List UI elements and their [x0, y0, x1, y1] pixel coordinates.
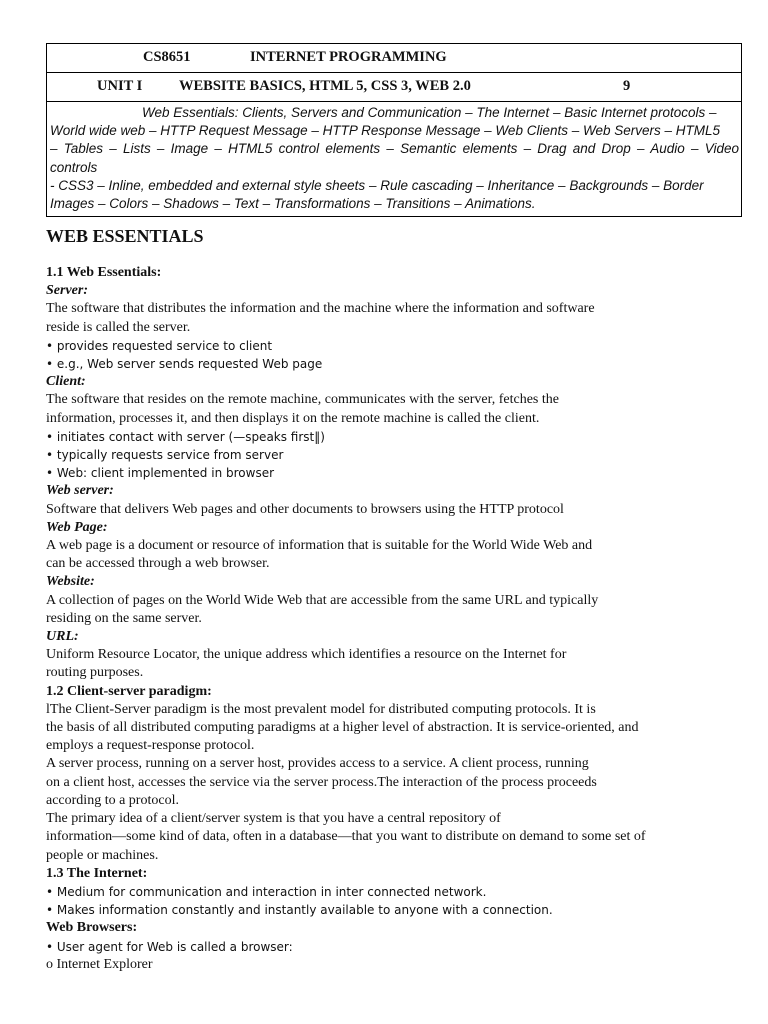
section-heading: 1.2 Client-server paradigm:: [46, 683, 212, 699]
paragraph-line: o Internet Explorer: [46, 956, 153, 972]
paragraph-line: The software that distributes the information and the machine where the information and software: [46, 301, 595, 317]
paragraph-line: information, processes it, and then displays it on the remote machine is called the client.: [46, 410, 540, 426]
syllabus-header-table: [46, 43, 742, 217]
unit-hours: 9: [623, 78, 631, 94]
bullet-item: • Web: client implemented in browser: [46, 466, 275, 481]
paragraph-line: according to a protocol.: [46, 792, 179, 808]
term-label: URL:: [46, 629, 79, 645]
paragraph-line: A web page is a document or resource of information that is suitable for the World Wide Web and: [46, 538, 593, 554]
paragraph-line: Software that delivers Web pages and other documents to browsers using the HTTP protocol: [46, 501, 564, 517]
unit-title: WEBSITE BASICS, HTML 5, CSS 3, WEB 2.0: [179, 78, 471, 94]
section-heading: 1.1 Web Essentials:: [46, 265, 162, 280]
document-body: [46, 264, 736, 974]
bullet-item: • provides requested service to client: [46, 338, 273, 353]
paragraph-line: routing purposes.: [46, 665, 144, 681]
paragraph-line: on a client host, accesses the service via the server process.The interaction of the process proceeds: [46, 774, 597, 790]
paragraph-line: residing on the same server.: [46, 610, 202, 626]
term-label: Client:: [46, 374, 86, 390]
paragraph-line: people or machines.: [46, 847, 159, 863]
paragraph-line: Uniform Resource Locator, the unique address which identifies a resource on the Internet for: [46, 647, 567, 663]
paragraph-line: The primary idea of a client/server system is that you have a central repository of: [46, 811, 501, 827]
bullet-item: • initiates contact with server (—speaks first‖): [46, 429, 325, 444]
paragraph-line: can be accessed through a web browser.: [46, 556, 270, 572]
bullet-item: • Medium for communication and interaction in inter connected network.: [46, 884, 487, 899]
section-heading: 1.3 The Internet:: [46, 865, 148, 881]
bullet-item: • User agent for Web is called a browser:: [46, 939, 293, 954]
syllabus-line: – Tables – Lists – Image – HTML5 control elements – Semantic elements – Drag and Drop – Audio – Video controls: [50, 141, 739, 175]
term-label: Website:: [46, 574, 95, 590]
paragraph-line: employs a request-response protocol.: [46, 738, 255, 754]
syllabus-line: Web Essentials: Clients, Servers and Communication – The Internet – Basic Internet protocols –: [142, 105, 717, 120]
course-title: INTERNET PROGRAMMING: [250, 49, 447, 65]
course-row: [47, 44, 741, 73]
paragraph-line: the basis of all distributed computing paradigms at a higher level of abstraction. It is service-oriented, and: [46, 720, 639, 736]
section-heading: Web Browsers:: [46, 920, 138, 936]
section-title: WEB ESSENTIALS: [46, 226, 204, 246]
unit-row: [47, 73, 741, 102]
term-label: Web Page:: [46, 519, 108, 535]
term-label: Web server:: [46, 483, 114, 499]
bullet-item: • Makes information constantly and instantly available to anyone with a connection.: [46, 903, 553, 918]
paragraph-line: information—some kind of data, often in a database—that you want to distribute on demand to some set of: [46, 829, 646, 845]
paragraph-line: A collection of pages on the World Wide Web that are accessible from the same URL and typically: [46, 592, 599, 608]
bullet-item: • e.g., Web server sends requested Web page: [46, 357, 323, 372]
paragraph-line: reside is called the server.: [46, 319, 191, 335]
course-code: CS8651: [143, 49, 191, 65]
paragraph-line: The software that resides on the remote machine, communicates with the server, fetches the: [46, 392, 559, 408]
bullet-item: • typically requests service from server: [46, 448, 284, 463]
paragraph-line: lThe Client-Server paradigm is the most prevalent model for distributed computing protocols. It is: [46, 701, 596, 717]
syllabus-line: - CSS3 – Inline, embedded and external style sheets – Rule cascading – Inheritance – Backgrounds – Border: [50, 177, 704, 193]
paragraph-line: A server process, running on a server host, provides access to a service. A client process, running: [46, 756, 589, 772]
term-label: Server:: [46, 283, 88, 299]
syllabus-line: Images – Colors – Shadows – Text – Transformations – Transitions – Animations.: [50, 196, 536, 212]
syllabus-line: World wide web – HTTP Request Message – HTTP Response Message – Web Clients – Web Servers – HTML5: [50, 123, 721, 139]
syllabus-description: [47, 102, 741, 216]
unit-label: UNIT I: [97, 78, 143, 94]
